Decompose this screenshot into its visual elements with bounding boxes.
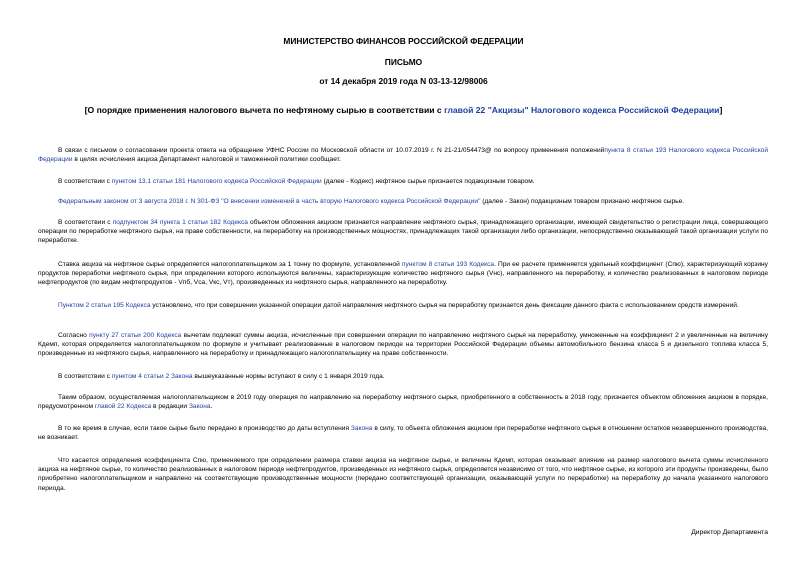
link-law[interactable]: Закона — [188, 403, 211, 411]
paragraph-10 — [38, 424, 768, 442]
paragraph-text: (далее - Закон) подакцизным товаром признано нефтяное сырье. — [480, 198, 685, 205]
paragraph-3 — [38, 197, 768, 206]
paragraph-text: Что касается определения коэффициента Спю, применяемого при определении размера ставки акциза на нефтяное сырье, и величины Кдемп, которая оказывает влияние на размер налогового вычета суммы исчисленного акциза на нефтяное сырье, то количество реализованных в налоговом периоде нефтепродуктов, произведенных из нефтяного сырья, определяется независимо от того, что нефтяное сырье, из которого эти продукты произведены, было приобретено налогоплательщиком и направлено на соответствующие производственные мощности (передано соответствующей организации, оказывающей услуги по переработке) на переработку до начала указанного налогового периода. — [38, 457, 768, 492]
link-chapter-22[interactable]: главой 22 Кодекса — [94, 403, 152, 411]
paragraph-6 — [38, 301, 768, 310]
paragraph-text: в редакции — [151, 403, 189, 411]
link-federal-law-301[interactable]: Федеральным законом от 3 августа 2018 г. N 301-ФЗ "О внесении изменений в часть вторую Налогового кодекса Российской Федерации" — [58, 198, 481, 205]
paragraph-text: Согласно — [58, 332, 90, 339]
paragraph-text: в силу, то объекта обложения акцизом при переработке нефтяного сырья в отношении остатков незавершенного производства, не возникает. — [38, 425, 769, 442]
link-article-193[interactable]: пункта 8 статьи 193 Налогового кодекса Российской Федерации — [38, 147, 768, 164]
paragraph-text: Ставка акциза на нефтяное сырье определяется налогоплательщиком за 1 тонну по формуле, установленной — [58, 261, 402, 268]
paragraph-text: В соответствии с — [58, 178, 112, 185]
paragraph-text: В связи с письмом о согласовании проекта ответа на обращение УФНС России по Московской области от 10.07.2019 г. N 21-21/054473@ по вопросу применения положений — [58, 147, 605, 154]
paragraph-text: В то же время в случае, если такое сырье было передано в производство до даты вступления — [58, 425, 351, 432]
paragraph-1 — [38, 146, 768, 164]
paragraph-text: (далее - Кодекс) нефтяное сырье признается подакцизным товаром. — [321, 178, 535, 185]
paragraph-4 — [38, 218, 768, 246]
paragraph-2 — [38, 177, 768, 186]
paragraph-text: объектом обложения акцизом признается направление нефтяного сырья, принадлежащего организации, имеющей свидетельство о регистрации лица, совершающего операции по переработке нефтяного сырья, на праве собственности, на переработку на производственных мощностях, принадлежащих такой организации либо организации, непосредственно оказывающей такой организации услуги по переработке. — [38, 219, 768, 245]
paragraph-text: Таким образом, осуществляемая налогоплательщиком в 2019 году операция по направлению на переработку нефтяного сырья, приобретенного в собственность в 2018 году, признается объектом обложения акцизом в порядке, предусмотренном — [38, 394, 768, 411]
link-article-200[interactable]: пункту 27 статьи 200 Кодекса — [89, 332, 182, 339]
paragraph-9 — [38, 393, 768, 411]
paragraph-text: В соответствии с — [58, 219, 113, 226]
ministry-title: МИНИСТЕРСТВО ФИНАНСОВ РОССИЙСКОЙ ФЕДЕРАЦИИ — [283, 36, 524, 46]
document-type: ПИСЬМО — [384, 57, 423, 67]
subject-suffix: ] — [719, 105, 723, 115]
link-article-195[interactable]: Пунктом 2 статьи 195 Кодекса — [58, 302, 151, 309]
paragraph-11 — [38, 456, 768, 493]
paragraph-text: вычетам подлежат суммы акциза, исчисленные при совершении операции по направлению нефтяного сырья на переработку, умноженные на коэффициент 2 и увеличенные на величину Кдемп, которая определяется налогоплательщиком по формуле и учитывает реализованные в налоговом периоде на территории Российской Федерации объемы автомобильного бензина класса 5 и дизельного топлива класса 5, произведенные из нефтяного сырья, направленного на переработку и принадлежащего налогоплательщику на праве собственности. — [38, 332, 768, 358]
paragraph-text: установлено, что при совершении указанной операции датой направления нефтяного сырья на переработку признается день фиксации данного факта с использованием средств измерений. — [150, 302, 739, 309]
paragraph-5 — [38, 260, 768, 288]
paragraph-text: . При ее расчете применяется удельный коэффициент (Спю), характеризующий корзину продуктов переработки нефтяного сырья, при определении которого используются величины, характеризующие количество нефтяного сырья (Vнс), направленного на переработку, и количество реализованных в налоговом периоде нефтепродуктов (по видам нефтепродуктов - Vпб, Vса, Vкс, Vт), произведенных из нефтяного сырья, направленного на переработку. — [38, 261, 768, 287]
link-law[interactable]: Закона — [350, 425, 373, 432]
link-article-181[interactable]: пунктом 13.1 статьи 181 Налогового кодекса Российской Федерации — [111, 178, 322, 185]
subject-prefix: [О порядке применения налогового вычета по нефтяному сырью в соответствии с — [84, 105, 445, 115]
link-article-193-p8[interactable]: пунктом 8 статьи 193 Кодекса — [401, 261, 495, 268]
paragraph-text: В соответствии с — [58, 373, 112, 380]
paragraph-text: в целях исчисления акциза Департамент налоговой и таможенной политики сообщает. — [72, 156, 341, 164]
signature: Директор Департамента — [691, 529, 768, 536]
paragraph-8 — [38, 372, 768, 381]
paragraph-text: вышеуказанные нормы вступают в силу с 1 января 2019 года. — [192, 373, 385, 380]
document-subject — [60, 105, 747, 115]
link-article-182[interactable]: подпунктом 34 пункта 1 статьи 182 Кодекса — [112, 219, 248, 226]
link-law-article-2[interactable]: пунктом 4 статьи 2 Закона — [111, 373, 193, 380]
paragraph-text: . — [210, 403, 213, 411]
subject-link[interactable]: главой 22 "Акцизы" Налогового кодекса Российской Федерации — [444, 105, 720, 115]
document-date-number: от 14 декабря 2019 года N 03-13-12/98006 — [319, 76, 488, 86]
paragraph-7 — [38, 331, 768, 359]
